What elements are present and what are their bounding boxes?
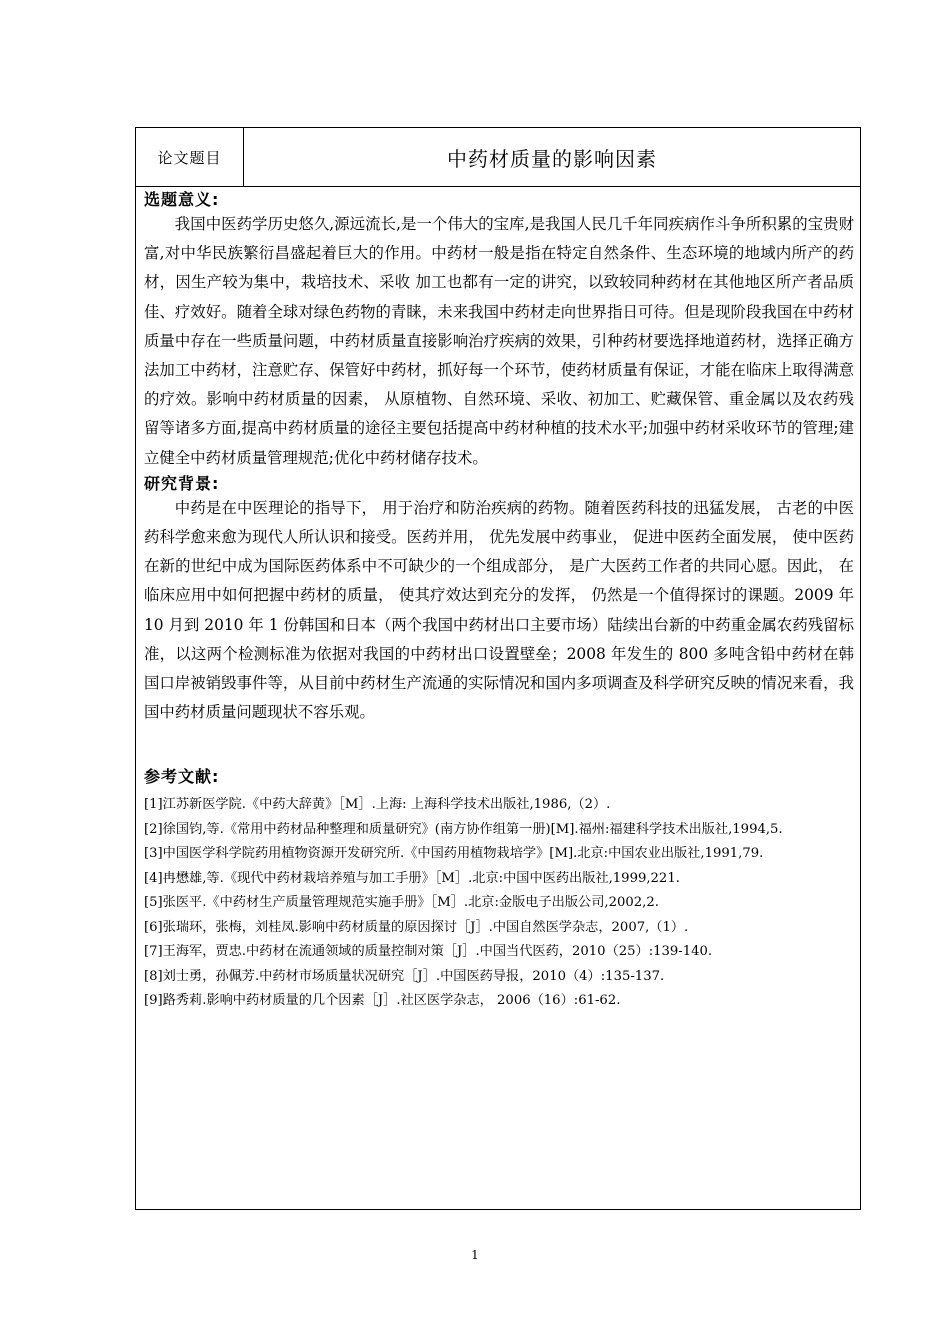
title-label: 论文题目 [136, 128, 244, 186]
thesis-title: 中药材质量的影响因素 [447, 146, 657, 171]
references-heading: 参考文献: [144, 767, 220, 787]
reference-item: [6]张瑞环，张梅，刘桂凤.影响中药材质量的原因探讨［J］.中国自然医学杂志，2007,（1）. [144, 919, 689, 935]
reference-item: [8]刘士勇，孙佩芳.中药材市场质量状况研究［J］.中国医药导报，2010（4）:135-137. [144, 968, 665, 984]
reference-item: [2]徐国钧,等.《常用中药材品种整理和质量研究》(南方协作组第一册)[M].福州:福建科学技术出版社,1994,5. [144, 821, 783, 837]
document-table [135, 127, 861, 1210]
reference-item: [4]冉懋雄,等.《现代中药材栽培养殖与加工手册》［M］.北京:中国中医药出版社,1999,221. [144, 870, 680, 886]
page-number: 1 [471, 1248, 479, 1262]
significance-paragraph: 我国中医药学历史悠久,源远流长,是一个伟大的宝库,是我国人民几千年同疾病作斗争所积累的宝贵财富,对中华民族繁衍昌盛起着巨大的作用。中药材一般是指在特定自然条件、生态环境的地域内所产的药材，因生产较为集中，栽培技术、采收 加工也都有一定的讲究，以致较同种药材在其他地区所产者品质佳、疗效好。随着全球对绿色药物的青睐，未来我国中药材走向世界指日可待。但是现阶段我国在中药材质量中存在一些质量问题，中药材质量直接影响治疗疾病的效果，引种药材要选择地道药材，选择正确方法加工中药材，注意贮存、保管好中药材，抓好每一个环节，使药材质量有保证，才能在临床上取得满意的疗效。影响中药材质量的因素， 从原植物、自然环境、采收、初加工、贮藏保管、重金属以及农药残留等诸多方面,提高中药材质量的途径主要包括提高中药材种植的技术水平;加强中药材采收环节的管理;建立健全中药材质量管理规范;优化中药材储存技术。 [144, 215, 854, 467]
content-cell [144, 190, 854, 1014]
background-paragraph: 中药是在中医理论的指导下， 用于治疗和防治疾病的药物。随着医药科技的迅猛发展， 古老的中医药科学愈来愈为现代人所认识和接受。医药并用， 优先发展中药事业， 促进中医药全面发展， 使中医药在新的世纪中成为国际医药体系中不可缺少的一个组成部分， 是广大医药工作者的共同心愿。因此， 在临床应用中如何把握中药材的质量， 使其疗效达到充分的发挥， 仍然是一个值得探讨的课题。2009 年 10 月到 2010 年 1 份韩国和日本（两个我国中药材出口主要市场）陆续出台新的中药重金属农药残留标准，以这两个检测标准为依据对我国的中药材出口设置壁垒；2008 年发生的 800 多吨含铅中药材在韩国口岸被销毁事件等，从目前中药材生产流通的实际情况和国内多项调查及科学研究反映的情况来看，我国中药材质量问题现状不容乐观。 [144, 498, 854, 722]
title-row [136, 128, 860, 187]
reference-item: [7]王海军，贾忠.中药材在流通领域的质量控制对策［J］.中国当代医药，2010（25）:139-140. [144, 944, 713, 960]
reference-list [144, 793, 854, 1013]
reference-item: [3]中国医学科学院药用植物资源开发研究所.《中国药用植物栽培学》[M].北京:中国农业出版社,1991,79. [144, 846, 764, 862]
background-heading: 研究背景: [144, 473, 220, 493]
reference-item: [5]张医平.《中药材生产质量管理规范实施手册》［M］.北京:金版电子出版公司,2002,2. [144, 895, 659, 911]
reference-item: [1]江苏新医学院.《中药大辞黄》［M］.上海: 上海科学技术出版社,1986,（2）. [144, 797, 611, 813]
significance-heading: 选题意义: [144, 190, 220, 209]
reference-item: [9]路秀莉.影响中药材质量的几个因素［J］.社区医学杂志， 2006（16）:61-62. [144, 993, 621, 1009]
